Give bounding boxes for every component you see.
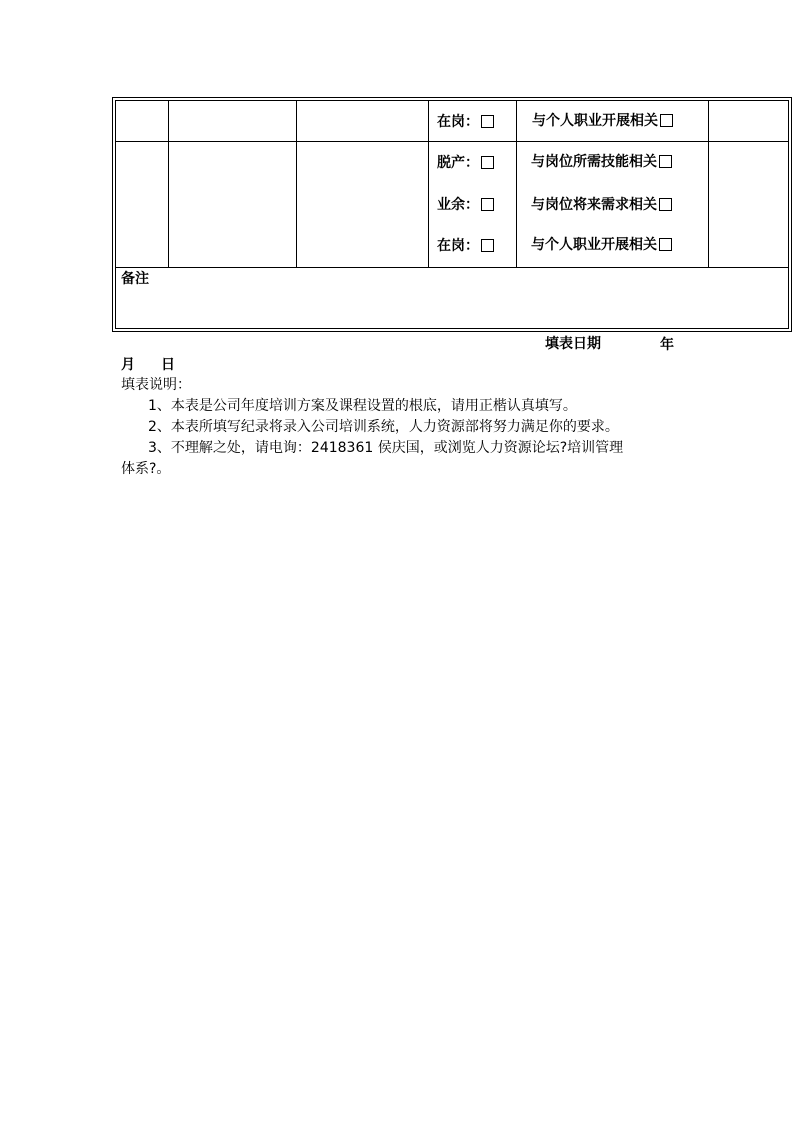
remarks-label: 备注	[121, 271, 149, 287]
col-divider-3	[428, 100, 429, 267]
row1-relevance	[532, 112, 673, 130]
instruction-line-1: 1、本表是公司年度培训方案及课程设置的根底，请用正楷认真填写。	[148, 398, 577, 414]
row2-relevance-2	[531, 196, 672, 214]
row2-type-checkbox-3[interactable]	[481, 239, 494, 252]
remarks-field[interactable]	[116, 288, 786, 328]
row1-type-checkbox[interactable]	[481, 115, 494, 128]
row2-relevance-1	[531, 153, 672, 171]
row2-relevance-checkbox-3[interactable]	[659, 238, 672, 251]
instruction-line-3-cont: 体系?。	[121, 461, 171, 477]
instructions-title: 填表说明：	[121, 377, 191, 393]
row1-type-label: 在岗：	[437, 114, 479, 130]
row2-type-checkbox-1[interactable]	[481, 156, 494, 169]
row1-relevance-checkbox[interactable]	[660, 114, 673, 127]
row2-type-label-1: 脱产：	[437, 155, 479, 171]
col-divider-4	[516, 100, 517, 267]
day-label: 日	[161, 357, 175, 373]
row2-type-label-2: 业余：	[437, 197, 479, 213]
instruction-line-3: 3、不理解之处，请电询：2418361 侯庆国，或浏览人力资源论坛?培训管理	[148, 440, 624, 456]
row2-relevance-3	[531, 236, 672, 254]
instruction-line-2: 2、本表所填写纪录将录入公司培训系统，人力资源部将努力满足你的要求。	[148, 419, 619, 435]
row1-training-type	[437, 113, 494, 131]
row2-type-2	[437, 196, 494, 214]
fill-date-label: 填表日期	[545, 336, 601, 352]
row2-type-3	[437, 237, 494, 255]
row-divider-1	[115, 141, 788, 142]
col-divider-5	[708, 100, 709, 267]
row2-relevance-checkbox-1[interactable]	[659, 155, 672, 168]
row2-relevance-checkbox-2[interactable]	[659, 198, 672, 211]
row2-type-checkbox-2[interactable]	[481, 198, 494, 211]
col-divider-2	[296, 100, 297, 267]
row2-relevance-label-3: 与个人职业开展相关	[531, 237, 657, 253]
row2-type-1	[437, 154, 494, 172]
row1-relevance-label: 与个人职业开展相关	[532, 113, 658, 129]
row2-relevance-label-1: 与岗位所需技能相关	[531, 154, 657, 170]
row2-relevance-label-2: 与岗位将来需求相关	[531, 197, 657, 213]
month-label: 月	[121, 357, 135, 373]
row-divider-2	[115, 267, 788, 268]
year-label: 年	[660, 337, 674, 353]
row2-type-label-3: 在岗：	[437, 238, 479, 254]
col-divider-1	[168, 100, 169, 267]
